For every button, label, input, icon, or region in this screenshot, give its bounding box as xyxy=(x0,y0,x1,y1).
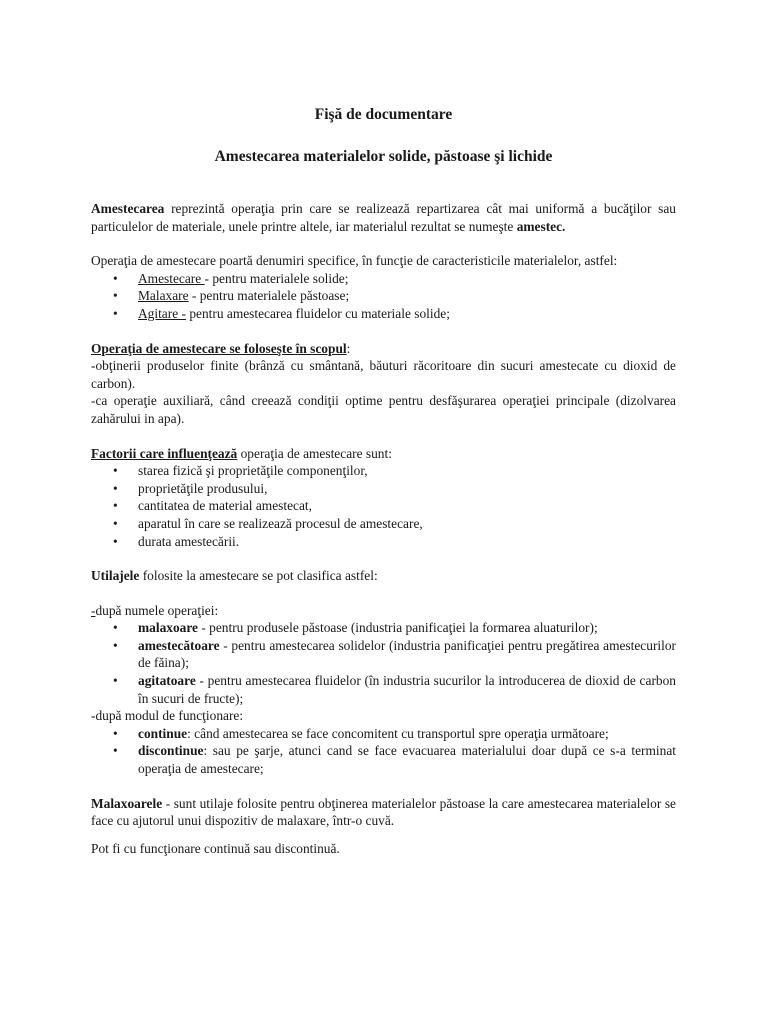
list-item-text: durata amestecării. xyxy=(138,533,240,549)
factors-list xyxy=(91,462,676,550)
bullet-icon: • xyxy=(113,725,118,741)
mixers-text: - sunt utilaje folosite pentru obţinerea materialelor păstoase la care amestecarea materialelor se face cu ajutorul unui dispozitiv de malaxare, într-o cuvă. xyxy=(91,795,676,829)
list-item xyxy=(91,637,676,672)
list-item xyxy=(91,462,676,480)
bullet-icon: • xyxy=(113,673,118,689)
mixers-line-2: Pot fi cu funcţionare continuă sau discontinuă. xyxy=(91,840,340,856)
purpose-line-1: -obţinerii produselor finite (brânză cu smântană, băuturi răcoritoare din sucuri amestecate cu dioxid de carbon). xyxy=(91,358,676,391)
intro-term: Amestecarea xyxy=(91,201,165,216)
intro-text: reprezintă operaţia prin care se realizează repartizarea cât mai uniformă a bucăţilor sau particulelor de materiale, unele printre altele, iar materialul rezultat se numeşte xyxy=(91,201,676,234)
bullet-icon: • xyxy=(113,270,118,286)
bullet-icon: • xyxy=(113,498,118,514)
list-item xyxy=(91,305,676,323)
bullet-icon: • xyxy=(113,515,118,531)
list-item xyxy=(91,533,676,551)
list-item xyxy=(91,270,676,288)
list-item-text: cantitatea de material amestecat, xyxy=(138,498,312,514)
list-item-text: : sau pe şarje, atunci cand se face evacuarea materialului doar după ce s-a terminat operaţia de amestecare; xyxy=(138,743,676,777)
list-item-text: - pentru amestecarea fluidelor (în industria sucurilor la introducerea de dioxid de carbon în sucuri de fructe); xyxy=(138,673,676,706)
by-name-dash: - xyxy=(91,602,96,618)
by-mode-label: -după modul de funcţionare: xyxy=(91,708,244,724)
list-item-term: Amestecare xyxy=(138,270,205,286)
bullet-icon: • xyxy=(113,533,118,549)
list-item-text: aparatul în care se realizează procesul de amestecare, xyxy=(138,515,423,531)
intro-term-amestec: amestec. xyxy=(516,218,566,234)
list-item-text: - pentru amestecarea solidelor (industria panificaţiei pentru pregătirea amestecurilor de făina); xyxy=(138,637,676,671)
purpose-heading xyxy=(91,340,676,358)
factors-heading-term: Factorii care influenţează xyxy=(91,445,238,461)
list-item-term: discontinue xyxy=(138,743,204,759)
intro-paragraph xyxy=(91,200,676,235)
list-item xyxy=(91,672,676,707)
list-item-term: amestecătoare xyxy=(138,637,220,653)
factors-heading xyxy=(91,445,676,463)
list-item-term: agitatoare xyxy=(138,673,196,689)
list-item-text: proprietăţile produsului, xyxy=(138,480,268,496)
bullet-icon: • xyxy=(113,620,118,636)
bullet-icon: • xyxy=(113,480,118,496)
list-item xyxy=(91,515,676,533)
by-mode-list xyxy=(91,725,676,778)
list-item-text: - pentru materialele păstoase; xyxy=(188,288,350,304)
mixers-paragraph xyxy=(91,795,676,830)
names-paragraph: Operaţia de amestecare poartă denumiri specifice, în funcţie de caracteristicile materialelor, astfel: xyxy=(91,253,618,269)
purpose-colon: : xyxy=(346,340,351,356)
mixers-term: Malaxoarele xyxy=(91,795,163,811)
names-list xyxy=(91,270,676,323)
list-item xyxy=(91,497,676,515)
document-content xyxy=(91,105,676,857)
by-name-list xyxy=(91,619,676,707)
list-item-text: starea fizică şi proprietăţile componenţilor, xyxy=(138,463,368,479)
bullet-icon: • xyxy=(113,288,118,304)
factors-heading-text: operaţia de amestecare sunt: xyxy=(237,445,392,461)
list-item-term: Malaxare xyxy=(138,288,189,304)
list-item xyxy=(91,725,676,743)
list-item-text: pentru amestecarea fluidelor cu materiale solide; xyxy=(185,305,450,321)
bullet-icon: • xyxy=(113,305,118,321)
by-name-label-text: după numele operaţiei: xyxy=(95,602,219,618)
equipment-paragraph xyxy=(91,567,676,585)
document-title: Fişă de documentare xyxy=(314,106,453,123)
list-item xyxy=(91,619,676,637)
bullet-icon: • xyxy=(113,637,118,653)
list-item-term: continue xyxy=(138,725,188,741)
list-item-term: Agitare - xyxy=(138,305,186,321)
bullet-icon: • xyxy=(113,463,118,479)
list-item xyxy=(91,287,676,305)
purpose-line-2: -ca operaţie auxiliară, când creează condiţii optime pentru desfăşurarea operaţiei principale (dizolvarea zahărului in apa). xyxy=(91,393,676,426)
by-name-label xyxy=(91,602,676,620)
list-item-term: malaxoare xyxy=(138,620,198,636)
list-item-text: - pentru materialele solide; xyxy=(204,270,349,286)
bullet-icon: • xyxy=(113,743,118,759)
document-subtitle: Amestecarea materialelor solide, păstoase şi lichide xyxy=(214,148,553,165)
list-item-text: : când amestecarea se face concomitent cu transportul spre operaţia următoare; xyxy=(187,725,609,741)
equipment-text: folosite la amestecare se pot clasifica astfel: xyxy=(139,568,378,584)
equipment-term: Utilajele xyxy=(91,568,140,584)
list-item-text: - pentru produsele păstoase (industria panificaţiei la formarea aluaturilor); xyxy=(198,620,598,636)
list-item xyxy=(91,742,676,777)
purpose-heading-text: Operaţia de amestecare se foloseşte în scopul xyxy=(91,340,347,356)
list-item xyxy=(91,480,676,498)
